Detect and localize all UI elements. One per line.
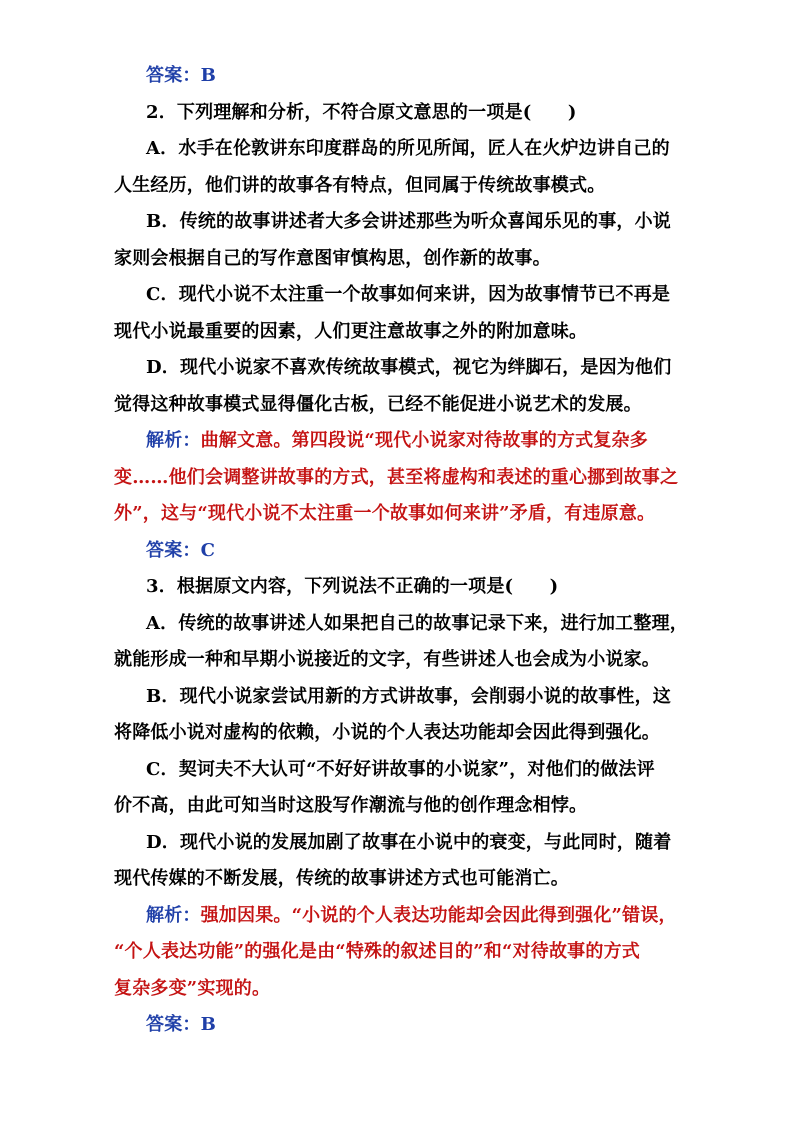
q3-option-a-line2: 就能形成一种和早期小说接近的文字，有些讲述人也会成为小说家。 [114, 649, 660, 670]
q3-option-b-line1: B．现代小说家尝试用新的方式讲故事，会削弱小说的故事性，这 [146, 685, 672, 707]
question-3-stem: 3．根据原文内容，下列说法不正确的一项是( ) [146, 576, 559, 597]
answer-q3 [114, 1007, 688, 1044]
analysis-text: 曲解文意。第四段说“现代小说家对待故事的方式复杂多 [200, 430, 648, 451]
answer-value: B [200, 1014, 217, 1035]
q2-option-c-line2: 现代小说最重要的因素，人们更注意故事之外的附加意味。 [114, 320, 588, 342]
q2-option-c-line1: C．现代小说不太注重一个故事如何来讲，因为故事情节已不再是 [146, 284, 671, 305]
q2-option-d-line2: 觉得这种故事模式显得僵化古板，已经不能促进小说艺术的发展。 [114, 393, 642, 415]
q2-analysis-line1 [114, 423, 688, 460]
q2-analysis-line3: 外”，这与“现代小说不太注重一个故事如何来讲”矛盾，有违原意。 [114, 503, 656, 524]
q2-analysis-line2: 变……他们会调整讲故事的方式，甚至将虚构和表述的重心挪到故事之 [114, 466, 679, 488]
document-body [114, 58, 688, 1044]
q2-option-b-line1: B．传统的故事讲述者大多会讲述那些为听众喜闻乐见的事，小说 [146, 211, 672, 232]
q3-option-b-line2: 将降低小说对虚构的依赖，小说的个人表达功能却会因此得到强化。 [114, 722, 660, 743]
answer-label: 答案： [146, 65, 201, 86]
q3-option-d-line1: D．现代小说的发展加剧了故事在小说中的衰变，与此同时，随着 [146, 831, 672, 853]
q3-analysis-line2: “个人表达功能”的强化是由“特殊的叙述目的”和“对待故事的方式 [114, 941, 640, 962]
q3-option-c-line2: 价不高，由此可知当时这股写作潮流与他的创作理念相悖。 [114, 795, 588, 816]
answer-label: 答案： [146, 1014, 201, 1035]
q3-option-d-line2: 现代传媒的不断发展，传统的故事讲述方式也可能消亡。 [114, 868, 569, 889]
q3-option-a-line1: A．传统的故事讲述人如果把自己的故事记录下来，进行加工整理， [146, 612, 688, 634]
answer-value: B [200, 65, 217, 86]
q2-option-d-line1: D．现代小说家不喜欢传统故事模式，视它为绊脚石，是因为他们 [146, 357, 672, 378]
q3-analysis-line1 [114, 898, 688, 935]
answer-value: C [200, 539, 216, 561]
q3-analysis-line3: 复杂多变”实现的。 [114, 977, 271, 999]
question-2-stem: 2．下列理解和分析，不符合原文意思的一项是( ) [146, 101, 577, 123]
answer-label: 答案： [146, 539, 201, 561]
analysis-label: 解析： [146, 904, 201, 926]
analysis-label: 解析： [146, 430, 201, 451]
q3-option-c-line1: C．契诃夫不大认可“不好好讲故事的小说家”，对他们的做法评 [146, 758, 655, 780]
answer-q2 [114, 533, 688, 570]
analysis-text: 强加因果。“小说的个人表达功能却会因此得到强化”错误， [200, 904, 677, 926]
answer-q1 [114, 58, 688, 95]
q2-option-a-line2: 人生经历，他们讲的故事各有特点，但同属于传统故事模式。 [114, 174, 606, 196]
q2-option-a-line1: A．水手在伦敦讲东印度群岛的所见所闻，匠人在火炉边讲自己的 [146, 138, 670, 159]
q2-option-b-line2: 家则会根据自己的写作意图审慎构思，创作新的故事。 [114, 247, 551, 269]
